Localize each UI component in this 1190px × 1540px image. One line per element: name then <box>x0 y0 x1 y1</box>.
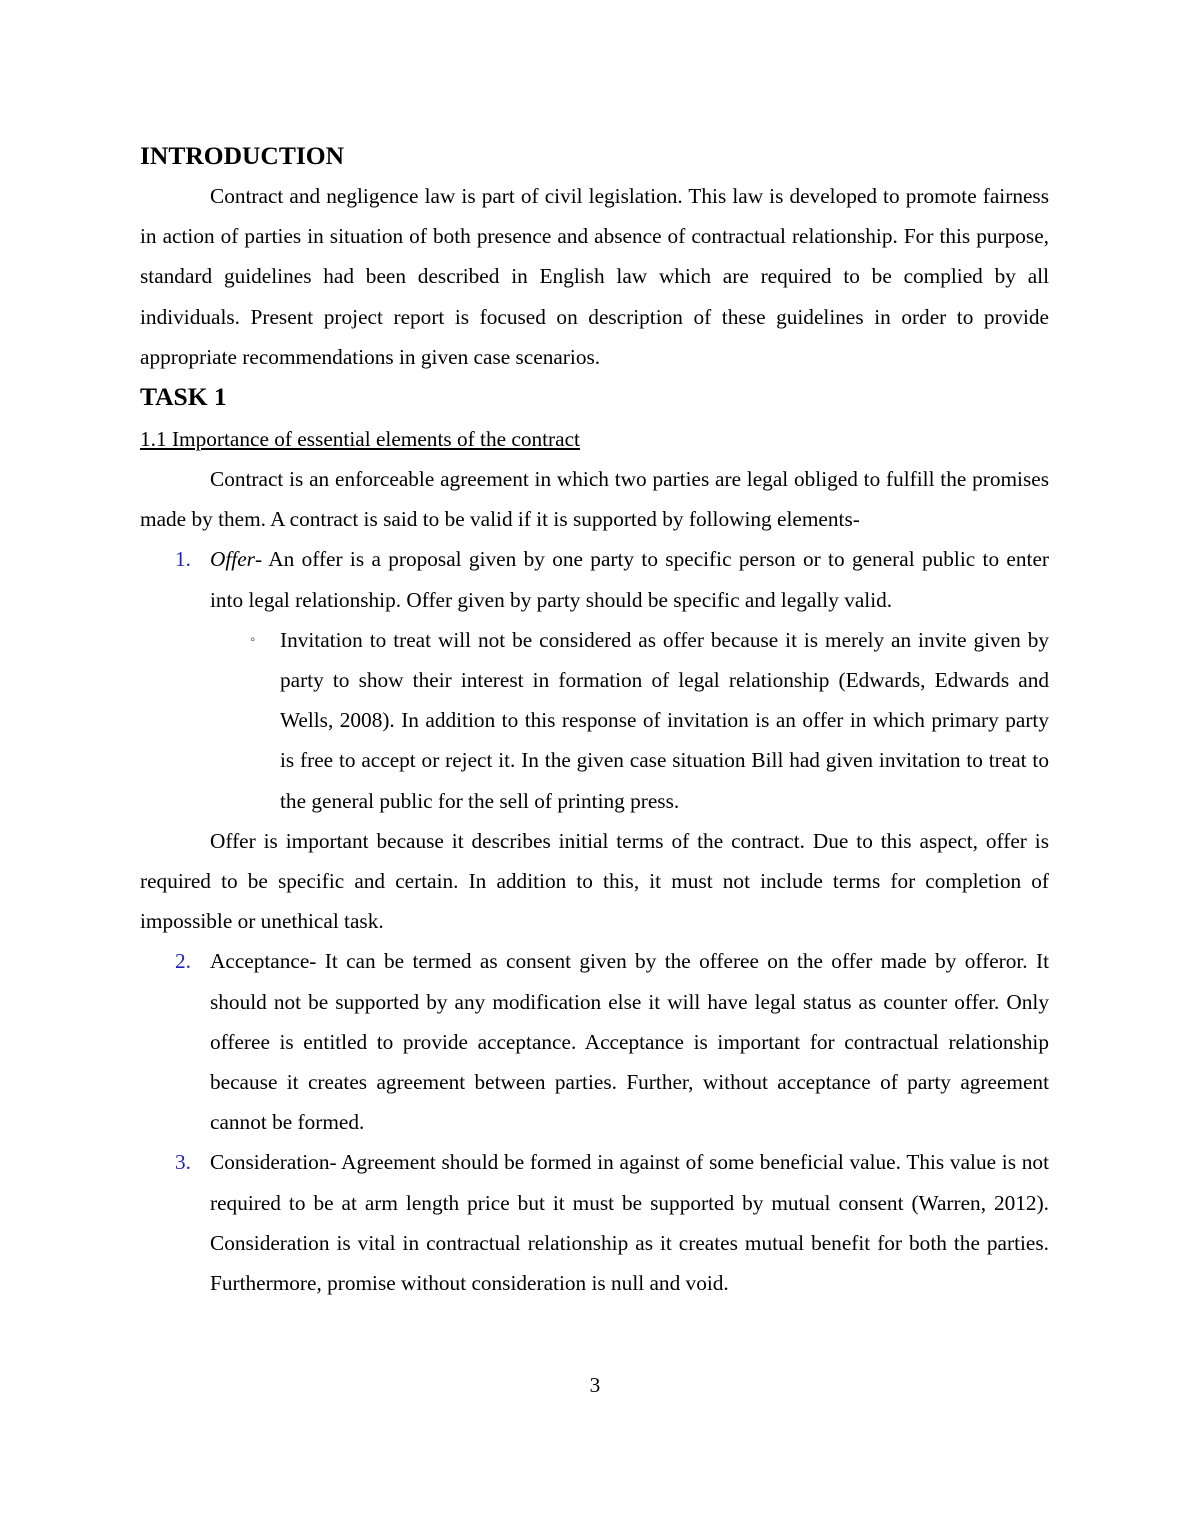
consideration-text: Consideration- Agreement should be formed in against of some beneficial value. This value is not required to be at arm length price but it must be supported by mutual consent (Warren, 2012). Consideration is vital in contractual relationship as it creates mutual benefit for both the parties. Furthermore, promise without consideration is null and void. <box>210 1150 1049 1296</box>
offer-term: Offer <box>210 547 255 572</box>
task1-heading: TASK 1 <box>140 382 227 412</box>
introduction-paragraph: Contract and negligence law is part of civil legislation. This law is developed to promote fairness in action of parties in situation of both presence and absence of contractual relationship. For this purpose, standard guidelines had been described in English law which are required to be complied by all individuals. Present project report is focused on description of these guidelines in order to provide appropriate recommendations in given case scenarios. <box>140 184 1049 369</box>
list-item-consideration <box>140 1142 1049 1303</box>
list-item-acceptance <box>140 941 1049 1142</box>
page-number: 3 <box>589 1373 601 1397</box>
contract-definition-paragraph: Contract is an enforceable agreement in which two parties are legal obliged to fulfill the promises made by them. A contract is said to be valid if it is supported by following elements- <box>140 467 1049 532</box>
section-1-1-subheading: 1.1 Importance of essential elements of the contract <box>140 427 580 452</box>
bullet-text: Invitation to treat will not be considered as offer because it is merely an invite given by party to show their interest in formation of legal relationship (Edwards, Edwards and Wells, 2008). In addition to this response of invitation is an offer in which primary party is free to accept or reject it. In the given case situation Bill had given invitation to treat to the general public for the sell of printing press. <box>280 627 1049 813</box>
acceptance-text: Acceptance- It can be termed as consent given by the offeree on the offer made by offeror. It should not be supported by any modification else it will have legal status as counter offer. Only offeree is entitled to provide acceptance. Acceptance is important for contractual relationship because it creates agreement between parties. Further, without acceptance of party agreement cannot be formed. <box>210 949 1049 1135</box>
list-number: 3. <box>175 1150 191 1175</box>
list-number: 1. <box>175 547 191 572</box>
hollow-bullet-icon: ◦ <box>250 631 256 648</box>
offer-text: - An offer is a proposal given by one party to specific person or to general public to enter into legal relationship. Offer given by party should be specific and legally valid. <box>210 547 1049 612</box>
bullet-invitation-to-treat <box>140 620 1049 821</box>
document-page <box>140 138 1049 1303</box>
list-number: 2. <box>175 949 191 974</box>
offer-importance-paragraph: Offer is important because it describes initial terms of the contract. Due to this aspect, offer is required to be specific and certain. In addition to this, it must not include terms for completion of impossible or unethical task. <box>140 828 1049 934</box>
introduction-heading: INTRODUCTION <box>140 141 345 170</box>
list-item-offer <box>140 539 1049 619</box>
